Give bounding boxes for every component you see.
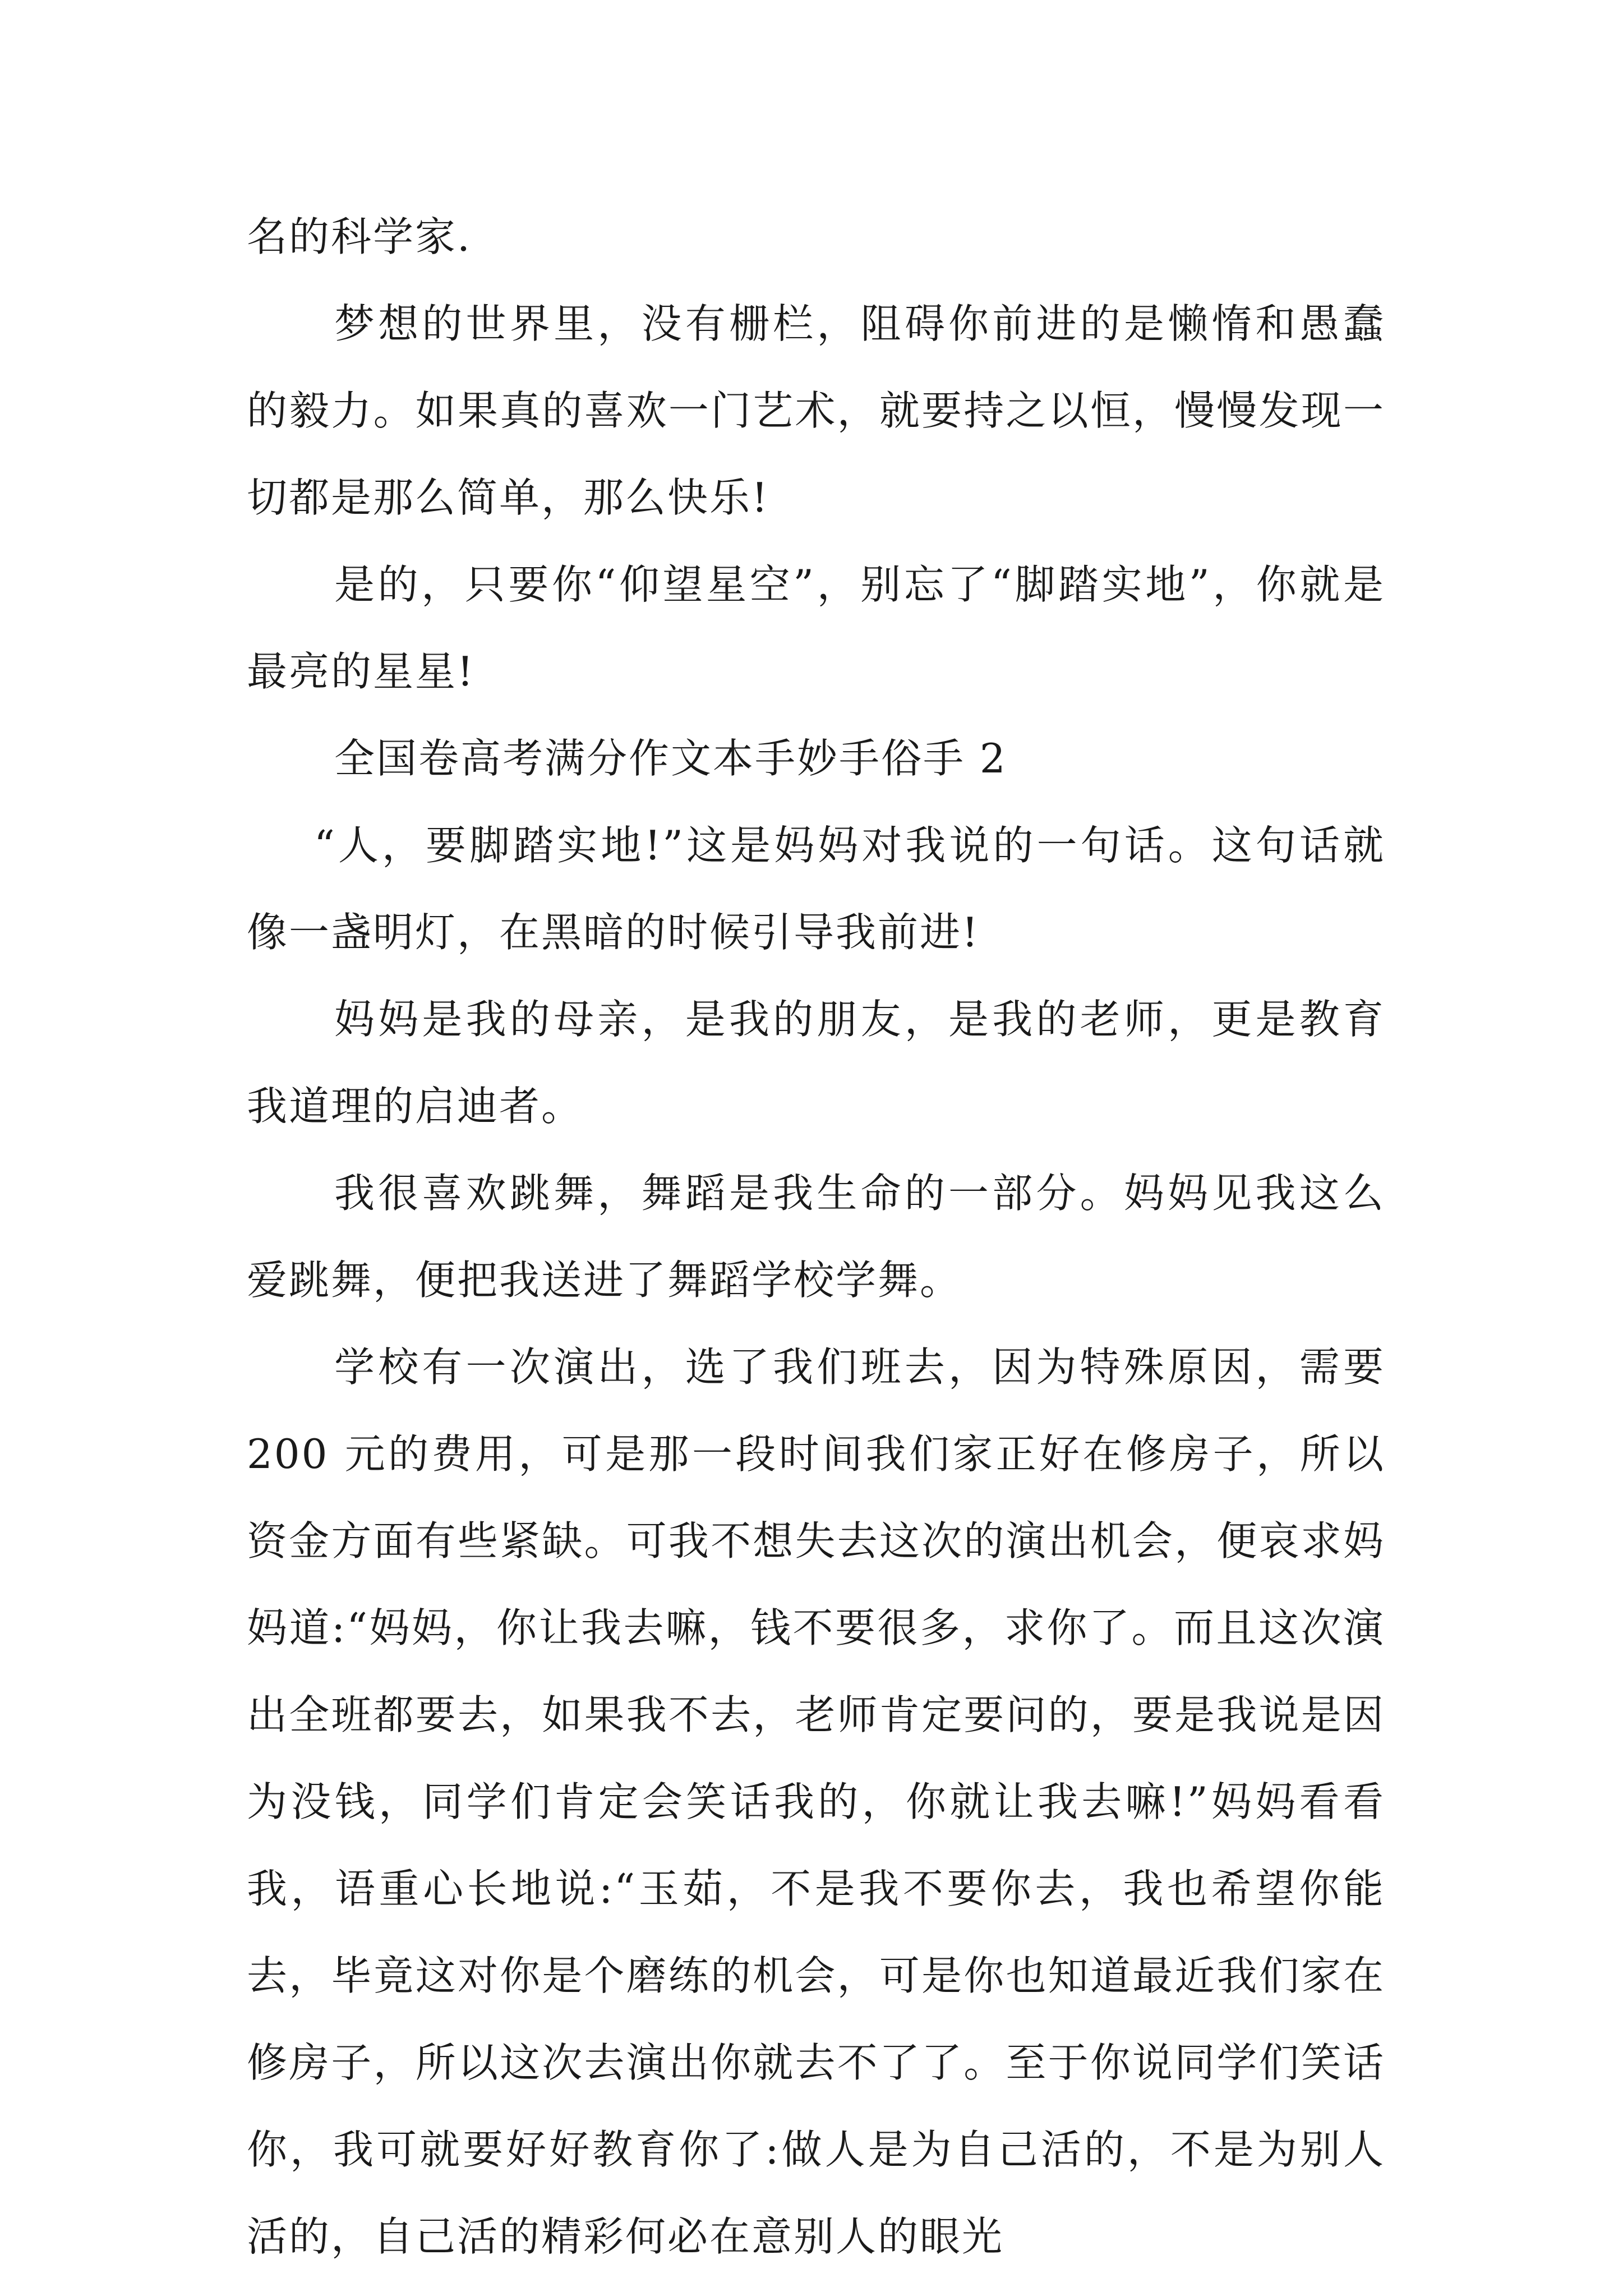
document-body	[247, 194, 1385, 2280]
paragraph: “人，要脚踏实地!”这是妈妈对我说的一句话。这句话就像一盏明灯，在黑暗的时候引导我前进!	[247, 822, 1385, 956]
paragraph: 妈妈是我的母亲，是我的朋友，是我的老师，更是教育我道理的启迪者。	[247, 996, 1385, 1130]
paragraph-continuation: 名的科学家.	[247, 213, 472, 260]
paragraph: 梦想的世界里，没有栅栏，阻碍你前进的是懒惰和愚蠢的毅力。如果真的喜欢一门艺术，就要持之以恒，慢慢发现一切都是那么简单，那么快乐!	[247, 300, 1385, 521]
section-heading: 全国卷高考满分作文本手妙手俗手 2	[334, 735, 1007, 782]
paragraph: 我很喜欢跳舞，舞蹈是我生命的一部分。妈妈见我这么爱跳舞，便把我送进了舞蹈学校学舞。	[247, 1170, 1385, 1304]
paragraph: 是的，只要你“仰望星空”，别忘了“脚踏实地”，你就是最亮的星星!	[247, 561, 1385, 695]
paragraph: 学校有一次演出，选了我们班去，因为特殊原因，需要200 元的费用，可是那一段时间我们家正好在修房子，所以资金方面有些紧缺。可我不想失去这次的演出机会，便哀求妈妈道:“妈妈，你让我去嘛，钱不要很多，求你了。而且这次演出全班都要去，如果我不去，老师肯定要问的，要是我说是因为没钱，同学们肯定会笑话我的，你就让我去嘛!”妈妈看看我，语重心长地说:“玉茹，不是我不要你去，我也希望你能去，毕竟这对你是个磨练的机会，可是你也知道最近我们家在修房子，所以这次去演出你就去不了了。至于你说同学们笑话你，我可就要好好教育你了:做人是为自己活的，不是为别人活的，自己活的精彩何必在意别人的眼光	[247, 1343, 1385, 2260]
